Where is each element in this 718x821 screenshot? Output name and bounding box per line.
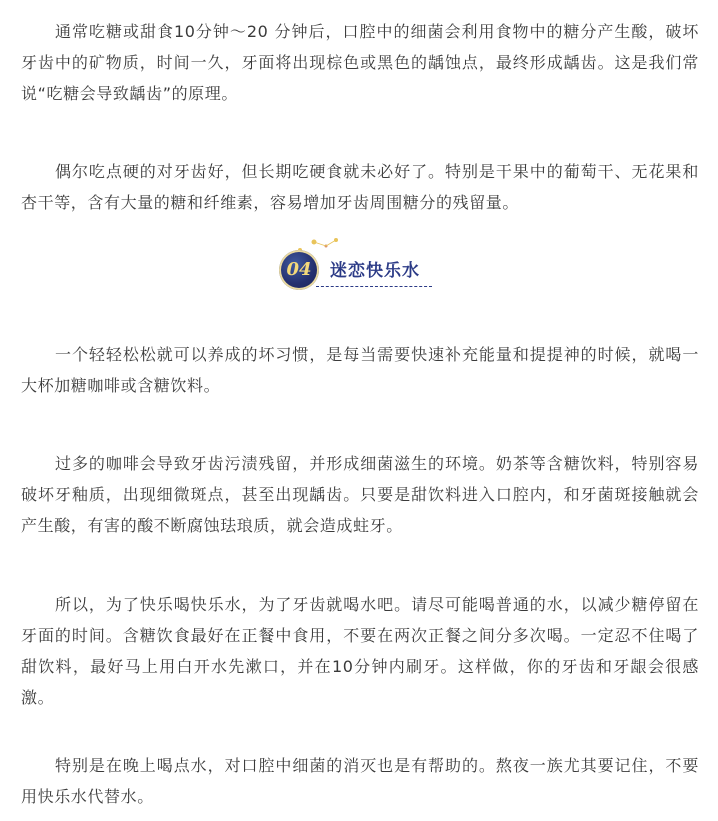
paragraph-1: 通常吃糖或甜食10分钟～20 分钟后，口腔中的细菌会利用食物中的糖分产生酸，破坏牙齿中的矿物质，时间一久，牙面将出现棕色或黑色的龋蚀点，最终形成龋齿。这是我们常说“吃糖会导致龋齿”的原理。 (21, 22, 699, 103)
paragraph-6: 特别是在晚上喝点水，对口腔中细菌的消灭也是有帮助的。熬夜一族尤其要记住，不要用快乐水代替水。 (21, 756, 699, 806)
section-number: 04 (286, 259, 312, 280)
paragraph-5: 所以，为了快乐喝快乐水，为了牙齿就喝水吧。请尽可能喝普通的水，以减少糖停留在牙面的时间。含糖饮食最好在正餐中食用，不要在两次正餐之间分多次喝。一定忍不住喝了甜饮料，最好马上用白开水先漱口，并在10分钟内刷牙。这样做，你的牙齿和牙龈会很感激。 (21, 595, 699, 707)
section-heading (276, 236, 446, 296)
section-title-underline (316, 286, 432, 287)
paragraph-4: 过多的咖啡会导致牙齿污渍残留，并形成细菌滋生的环境。奶茶等含糖饮料，特别容易破坏牙釉质，出现细微斑点，甚至出现龋齿。只要是甜饮料进入口腔内，和牙菌斑接触就会产生酸，有害的酸不断腐蚀珐琅质，就会造成蛀牙。 (21, 454, 699, 535)
paragraph-3: 一个轻轻松松就可以养成的坏习惯，是每当需要快速补充能量和提提神的时候，就喝一大杯加糖咖啡或含糖饮料。 (21, 345, 699, 395)
section-title: 迷恋快乐水 (330, 261, 420, 281)
section-number-badge (279, 250, 319, 290)
paragraph-2: 偶尔吃点硬的对牙齿好，但长期吃硬食就未必好了。特别是干果中的葡萄干、无花果和杏干等，含有大量的糖和纤维素，容易增加牙齿周围糖分的残留量。 (21, 162, 699, 212)
